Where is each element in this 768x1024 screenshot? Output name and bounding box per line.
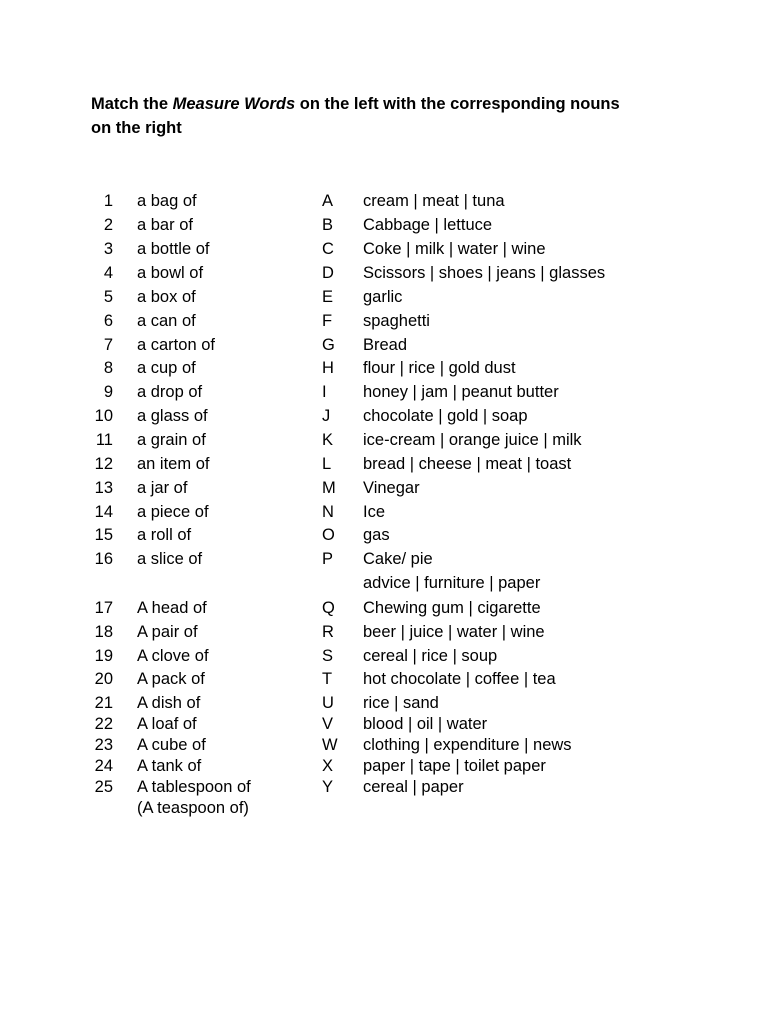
item-nouns: cereal | rice | soup [363, 647, 498, 665]
item-number: 12 [94, 455, 113, 473]
measure-word: A head of [137, 599, 207, 617]
item-letter: P [322, 550, 334, 568]
item-number: 21 [94, 694, 113, 712]
item-letter: Q [322, 599, 335, 617]
item-letter: U [322, 694, 334, 712]
measure-word: A loaf of [137, 715, 197, 733]
heading-line2: on the right [91, 119, 182, 137]
item-number: 20 [94, 670, 113, 688]
measure-word: a bottle of [137, 240, 210, 258]
footnote-teaspoon: (A teaspoon of) [137, 799, 249, 817]
heading-suffix: on the left with the corresponding nouns [295, 95, 620, 113]
item-nouns: paper | tape | toilet paper [363, 757, 546, 775]
item-number: 1 [103, 192, 113, 210]
item-letter: H [322, 359, 334, 377]
item-number: 16 [94, 550, 113, 568]
item-number: 10 [94, 407, 113, 425]
item-letter: V [322, 715, 334, 733]
item-number: 7 [103, 336, 113, 354]
measure-word: a drop of [137, 383, 203, 401]
item-number: 2 [103, 216, 113, 234]
measure-word: a glass of [137, 407, 208, 425]
item-letter: O [322, 526, 335, 544]
measure-word: A tablespoon of [137, 778, 251, 796]
item-number: 5 [103, 288, 113, 306]
item-nouns: chocolate | gold | soap [363, 407, 528, 425]
measure-word: A pack of [137, 670, 205, 688]
measure-word: a cup of [137, 359, 196, 377]
measure-word: a bag of [137, 192, 197, 210]
measure-word: a slice of [137, 550, 203, 568]
item-nouns: honey | jam | peanut butter [363, 383, 559, 401]
measure-word: an item of [137, 455, 210, 473]
item-letter: G [322, 336, 335, 354]
item-nouns: Cabbage | lettuce [363, 216, 493, 234]
item-nouns: blood | oil | water [363, 715, 488, 733]
item-letter: N [322, 503, 334, 521]
item-letter: C [322, 240, 334, 258]
item-number: 3 [103, 240, 113, 258]
item-nouns: Bread [363, 336, 408, 354]
item-number: 17 [94, 599, 113, 617]
item-nouns: bread | cheese | meat | toast [363, 455, 572, 473]
item-number: 6 [103, 312, 113, 330]
item-letter: S [322, 647, 334, 665]
item-number: 14 [94, 503, 113, 521]
item-letter: F [322, 312, 333, 330]
item-nouns: Scissors | shoes | jeans | glasses [363, 264, 606, 282]
measure-word: a bar of [137, 216, 193, 234]
item-letter: W [322, 736, 338, 754]
item-nouns: ice-cream | orange juice | milk [363, 431, 582, 449]
item-number: 23 [94, 736, 113, 754]
item-letter: T [322, 670, 333, 688]
measure-word: a can of [137, 312, 196, 330]
heading-prefix: Match the [91, 95, 173, 113]
item-nouns: hot chocolate | coffee | tea [363, 670, 556, 688]
item-number: 4 [103, 264, 113, 282]
measure-word: a box of [137, 288, 196, 306]
item-nouns: Coke | milk | water | wine [363, 240, 546, 258]
measure-word: a carton of [137, 336, 215, 354]
item-nouns: rice | sand [363, 694, 439, 712]
item-letter: B [322, 216, 334, 234]
item-nouns: clothing | expenditure | news [363, 736, 572, 754]
item-nouns: beer | juice | water | wine [363, 623, 545, 641]
measure-word: a piece of [137, 503, 209, 521]
item-letter: I [322, 383, 327, 401]
item-nouns: cream | meat | tuna [363, 192, 505, 210]
item-number: 11 [95, 431, 113, 449]
item-number: 13 [94, 479, 113, 497]
item-letter: X [322, 757, 334, 775]
item-nouns: Cake/ pie [363, 550, 433, 568]
item-nouns: gas [363, 526, 390, 544]
item-number: 22 [94, 715, 113, 733]
item-letter: M [322, 479, 336, 497]
item-nouns: advice | furniture | paper [363, 574, 541, 592]
item-nouns: cereal | paper [363, 778, 464, 796]
measure-word: a grain of [137, 431, 206, 449]
item-letter: R [322, 623, 334, 641]
item-letter: Y [322, 778, 334, 796]
item-number: 15 [94, 526, 113, 544]
item-letter: J [322, 407, 331, 425]
item-letter: D [322, 264, 334, 282]
measure-word: A pair of [137, 623, 198, 641]
item-letter: E [322, 288, 334, 306]
item-nouns: spaghetti [363, 312, 430, 330]
item-number: 25 [94, 778, 113, 796]
item-number: 8 [103, 359, 113, 377]
item-number: 9 [103, 383, 113, 401]
measure-word: a bowl of [137, 264, 204, 282]
heading-emphasis: Measure Words [172, 95, 296, 113]
item-number: 19 [94, 647, 113, 665]
item-letter: A [322, 192, 334, 210]
item-number: 24 [94, 757, 113, 775]
item-letter: K [322, 431, 334, 449]
item-nouns: Chewing gum | cigarette [363, 599, 541, 617]
item-nouns: Vinegar [363, 479, 420, 497]
item-nouns: garlic [363, 288, 403, 306]
measure-word: a jar of [137, 479, 188, 497]
measure-word: A dish of [137, 694, 201, 712]
measure-word: a roll of [137, 526, 192, 544]
measure-word: A tank of [137, 757, 202, 775]
measure-word: A clove of [137, 647, 209, 665]
item-number: 18 [94, 623, 113, 641]
item-letter: L [322, 455, 332, 473]
item-nouns: flour | rice | gold dust [363, 359, 516, 377]
measure-word: A cube of [137, 736, 206, 754]
item-nouns: Ice [363, 503, 386, 521]
